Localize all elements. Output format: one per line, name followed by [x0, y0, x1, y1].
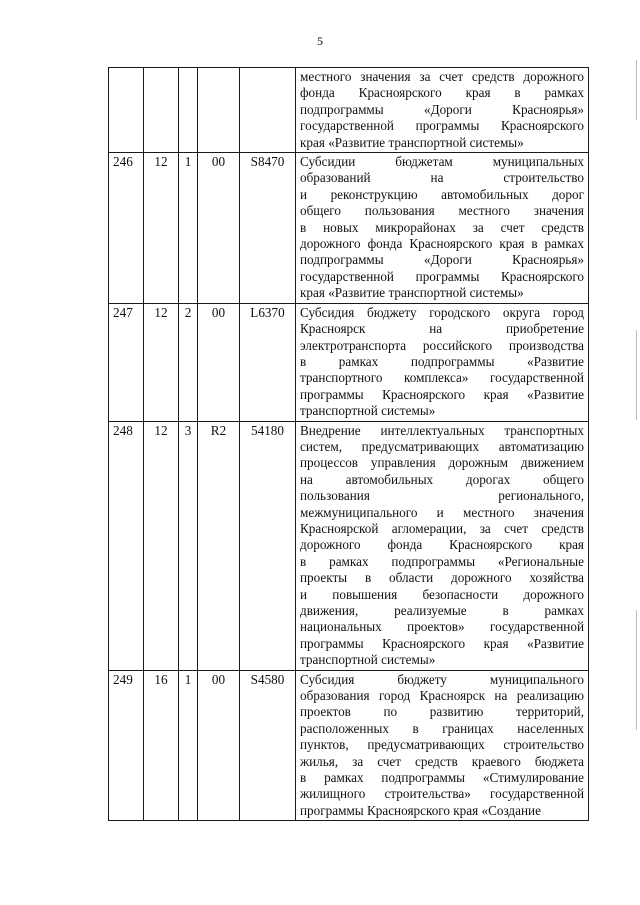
description-line: государственной программы Красноярского — [300, 268, 584, 284]
description-line: Субсидии бюджетам муниципальных — [300, 154, 584, 170]
description-line: Субсидия бюджету городского округа город — [300, 304, 584, 320]
description-line: проектов по развитию территорий, — [300, 704, 584, 720]
description-line: транспортной системы» — [300, 403, 436, 419]
row-number-cell: 246 — [109, 153, 144, 304]
description-line: программы Красноярского края «Развитие — [300, 635, 584, 651]
description-line: в новых микрорайонах за счет средств — [300, 219, 584, 235]
subsection-code-cell: 2 — [179, 303, 198, 421]
description-line: пунктов, предусматривающих строительство — [300, 737, 584, 753]
row-number-cell: 249 — [109, 670, 144, 821]
row-number-cell: 248 — [109, 421, 144, 670]
scan-margin-line — [636, 610, 637, 730]
description-line: дорожного фонда Красноярского края — [300, 537, 584, 553]
section-code-cell: 12 — [144, 421, 179, 670]
program-code-cell: 00 — [198, 303, 240, 421]
description-line: Красноярск на приобретение — [300, 321, 584, 337]
description-line: Внедрение интеллектуальных транспортных — [300, 422, 584, 438]
program-code-cell — [198, 68, 240, 153]
description-cell — [296, 68, 589, 153]
table-row — [109, 303, 589, 421]
description-line: Красноярской агломерации, за счет средств — [300, 520, 584, 536]
target-code-cell: S8470 — [240, 153, 296, 304]
section-code-cell — [144, 68, 179, 153]
description-line: подпрограммы «Дороги Красноярья» — [300, 101, 584, 117]
description-line: государственной программы Красноярского — [300, 118, 584, 134]
description-line: и реконструкцию автомобильных дорог — [300, 186, 584, 202]
description-line: жилья, за счет средств краевого бюджета — [300, 753, 584, 769]
scan-margin-line — [636, 60, 637, 120]
description-cell — [296, 153, 589, 304]
description-line: Субсидия бюджету муниципального — [300, 671, 584, 687]
budget-table — [108, 67, 589, 821]
page-number: 5 — [317, 34, 323, 48]
target-code-cell: L6370 — [240, 303, 296, 421]
section-code-cell: 12 — [144, 153, 179, 304]
description-line: подпрограммы «Дороги Красноярья» — [300, 252, 584, 268]
description-line: пользования регионального, — [300, 488, 584, 504]
target-code-cell: 54180 — [240, 421, 296, 670]
description-line: образований на строительство — [300, 170, 584, 186]
target-code-cell: S4580 — [240, 670, 296, 821]
table-row — [109, 68, 589, 153]
subsection-code-cell: 3 — [179, 421, 198, 670]
target-code-cell — [240, 68, 296, 153]
description-line: программы Красноярского края «Создание — [300, 802, 541, 818]
description-line: транспортного комплекса» государственной — [300, 370, 584, 386]
description-cell — [296, 670, 589, 821]
description-line: образования город Красноярск на реализацию — [300, 688, 584, 704]
row-number-cell: 247 — [109, 303, 144, 421]
description-line: в рамках подпрограммы «Стимулирование — [300, 770, 584, 786]
description-line: межмуниципального и местного значения — [300, 504, 584, 520]
description-line: национальных проектов» государственной — [300, 619, 584, 635]
description-cell — [296, 303, 589, 421]
section-code-cell: 12 — [144, 303, 179, 421]
program-code-cell: R2 — [198, 421, 240, 670]
description-line: в рамках подпрограммы «Региональные — [300, 553, 584, 569]
description-line: проекты в области дорожного хозяйства — [300, 570, 584, 586]
description-line: процессов управления дорожным движением — [300, 455, 584, 471]
section-code-cell: 16 — [144, 670, 179, 821]
program-code-cell: 00 — [198, 153, 240, 304]
description-line: края «Развитие транспортной системы» — [300, 285, 524, 301]
description-line: систем, предусматривающих автоматизацию — [300, 438, 584, 454]
scan-margin-line — [636, 330, 637, 420]
description-line: фонда Красноярского края в рамках — [300, 85, 584, 101]
table-row — [109, 421, 589, 670]
subsection-code-cell: 1 — [179, 670, 198, 821]
table-row — [109, 153, 589, 304]
table-row — [109, 670, 589, 821]
description-line: местного значения за счет средств дорожного — [300, 69, 584, 84]
description-line: программы Красноярского края «Развитие — [300, 386, 584, 402]
description-cell — [296, 421, 589, 670]
description-line: электротранспорта российского производства — [300, 337, 584, 353]
description-line: расположенных в границах населенных — [300, 720, 584, 736]
description-line: дорожного фонда Красноярского края в рамках — [300, 236, 584, 252]
description-line: транспортной системы» — [300, 652, 436, 668]
subsection-code-cell — [179, 68, 198, 153]
description-line: жилищного строительства» государственной — [300, 786, 584, 802]
description-line: края «Развитие транспортной системы» — [300, 134, 524, 150]
program-code-cell: 00 — [198, 670, 240, 821]
description-line: и повышения безопасности дорожного — [300, 586, 584, 602]
description-line: движения, реализуемые в рамках — [300, 603, 584, 618]
description-line: общего пользования местного значения — [300, 203, 584, 219]
description-line: в рамках подпрограммы «Развитие — [300, 353, 584, 369]
subsection-code-cell: 1 — [179, 153, 198, 304]
description-line: на автомобильных дорогах общего — [300, 471, 584, 487]
row-number-cell — [109, 68, 144, 153]
